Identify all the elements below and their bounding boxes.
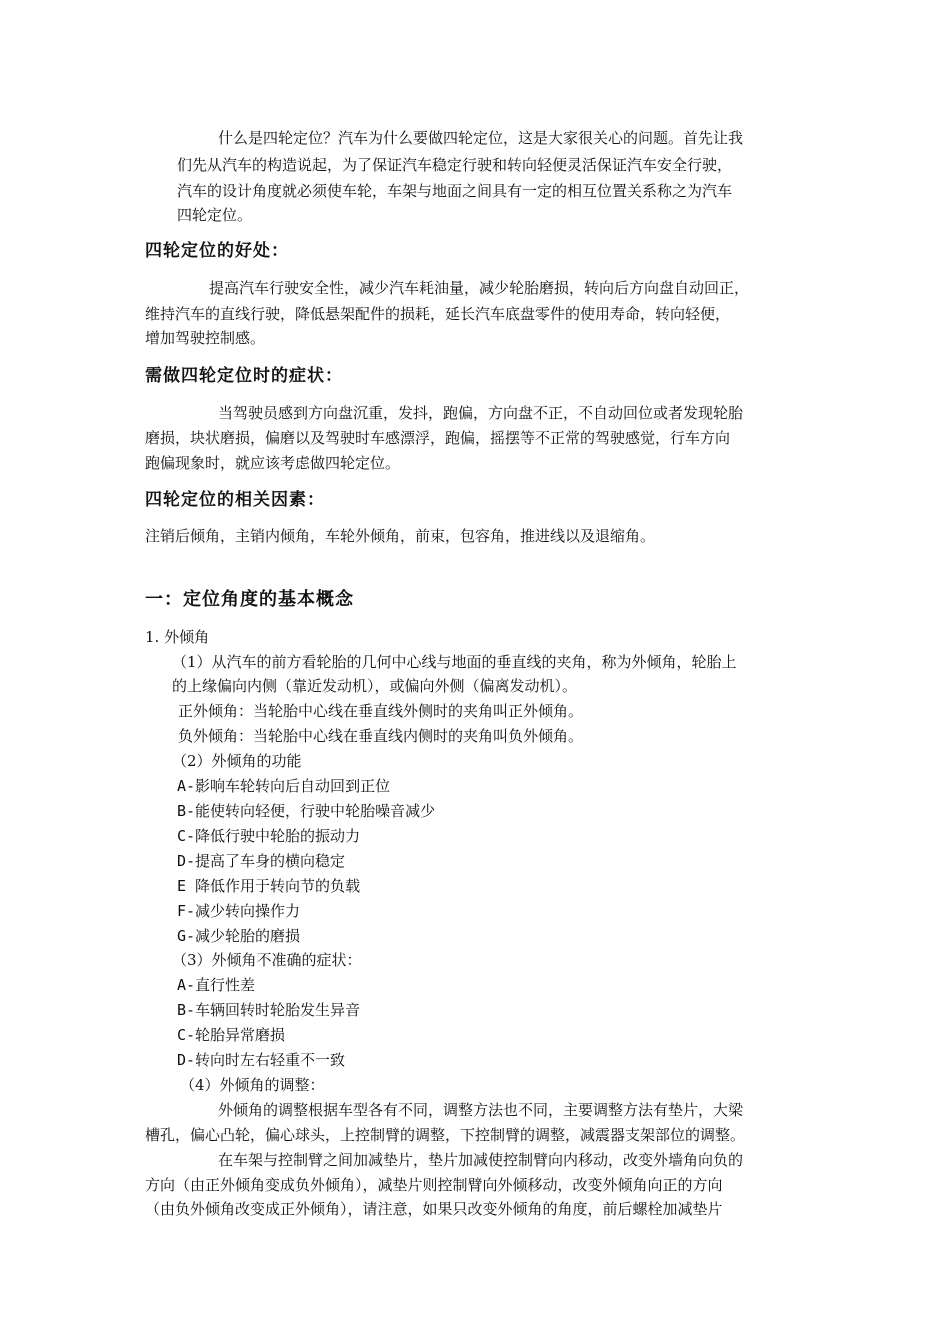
intro-line-2: 们先从汽车的构造说起，为了保证汽车稳定行驶和转向轻便灵活保证汽车安全行驶，	[177, 156, 733, 174]
symptom-item-a: A-直行性差	[177, 976, 256, 994]
function-item-f: F-减少转向操作力	[177, 902, 301, 920]
function-item-b: B-能使转向轻便，行驶中轮胎噪音减少	[177, 802, 436, 820]
symptoms-line-1: 当驾驶员感到方向盘沉重，发抖，跑偏，方向盘不正，不自动回位或者发现轮胎	[218, 404, 744, 422]
symptom-item-d: D-转向时左右轻重不一致	[177, 1051, 346, 1069]
adjustment-line-3: 在车架与控制臂之间加减垫片，垫片加减使控制臂向内移动，改变外墙角向负的	[218, 1151, 744, 1169]
symptoms-line-3: 跑偏现象时，就应该考虑做四轮定位。	[145, 454, 401, 472]
function-item-e: E 降低作用于转向节的负载	[177, 877, 361, 895]
symptom-item-c: C-轮胎异常磨损	[177, 1026, 286, 1044]
factors-text: 注销后倾角，主销内倾角，车轮外倾角，前束，包容角，推进线以及退缩角。	[145, 527, 656, 545]
adjustment-line-1: 外倾角的调整根据车型各有不同，调整方法也不同，主要调整方法有垫片，大梁	[218, 1101, 744, 1119]
benefits-line-1: 提高汽车行驶安全性，减少汽车耗油量，减少轮胎磨损，转向后方向盘自动回正，	[209, 279, 750, 297]
factors-heading: 四轮定位的相关因素：	[145, 490, 325, 510]
function-item-g: G-减少轮胎的磨损	[177, 927, 301, 945]
symptoms-line-2: 磨损，块状磨损，偏磨以及驾驶时车感漂浮，跑偏，摇摆等不正常的驾驶感觉，行车方向	[145, 429, 731, 447]
intro-line-3: 汽车的设计角度就必须使车轮，车架与地面之间具有一定的相互位置关系称之为汽车	[177, 182, 733, 200]
adjustment-line-2: 槽孔，偏心凸轮，偏心球头，上控制臂的调整，下控制臂的调整，减震器支架部位的调整。	[145, 1126, 746, 1144]
camber-def-line-1: （1）从汽车的前方看轮胎的几何中心线与地面的垂直线的夹角，称为外倾角，轮胎上	[172, 653, 737, 671]
section1-heading: 一：定位角度的基本概念	[145, 589, 354, 610]
symptoms-heading: 需做四轮定位时的症状：	[145, 366, 343, 386]
function-item-d: D-提高了车身的横向稳定	[177, 852, 346, 870]
benefits-line-2: 维持汽车的直线行驶，降低悬架配件的损耗，延长汽车底盘零件的使用寿命，转向轻便，	[145, 305, 731, 323]
intro-line-4: 四轮定位。	[177, 206, 253, 224]
adjustment-title: （4）外倾角的调整：	[180, 1076, 325, 1094]
negative-camber: 负外倾角：当轮胎中心线在垂直线内侧时的夹角叫负外倾角。	[178, 727, 584, 745]
adjustment-line-5: （由负外倾角改变成正外倾角），请注意，如果只改变外倾角的角度，前后螺栓加减垫片	[145, 1200, 723, 1218]
positive-camber: 正外倾角：当轮胎中心线在垂直线外侧时的夹角叫正外倾角。	[178, 702, 584, 720]
intro-line-1: 什么是四轮定位？汽车为什么要做四轮定位，这是大家很关心的问题。首先让我	[218, 129, 744, 147]
symptom-item-b: B-车辆回转时轮胎发生异音	[177, 1001, 361, 1019]
adjustment-line-4: 方向（由正外倾角变成负外倾角），减垫片则控制臂向外倾移动，改变外倾角向正的方向	[145, 1176, 723, 1194]
item-title-camber: 1. 外倾角	[145, 628, 210, 646]
function-item-c: C-降低行驶中轮胎的振动力	[177, 827, 361, 845]
function-item-a: A-影响车轮转向后自动回到正位	[177, 777, 391, 795]
symptom-title: （3）外倾角不准确的症状：	[172, 951, 362, 969]
benefits-heading: 四轮定位的好处：	[145, 241, 289, 261]
function-title: （2）外倾角的功能	[172, 752, 302, 770]
camber-def-line-2: 的上缘偏向内侧（靠近发动机），或偏向外侧（偏离发动机）。	[172, 677, 578, 695]
benefits-line-3: 增加驾驶控制感。	[145, 329, 266, 347]
